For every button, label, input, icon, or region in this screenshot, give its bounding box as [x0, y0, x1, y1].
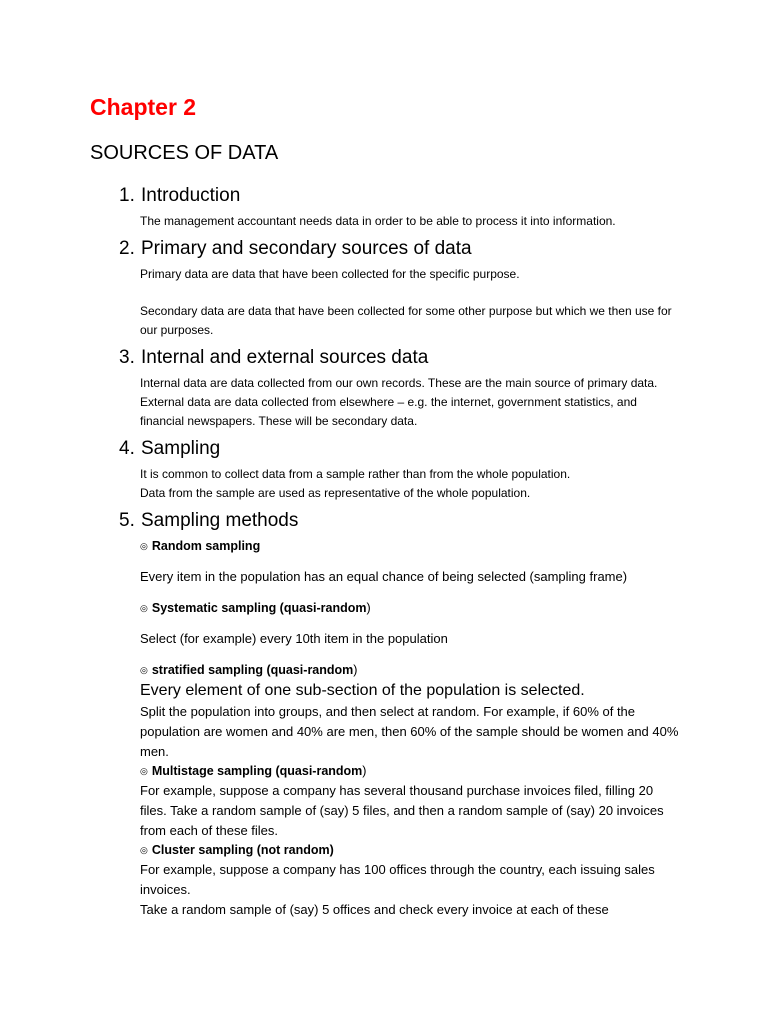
method-name-tail: ) [362, 764, 367, 778]
method-highlight: Every element of one sub-section of the population is selected. [140, 682, 585, 699]
section-body [140, 265, 679, 340]
method-heading [140, 537, 679, 556]
paragraph: The management accountant needs data in order to be able to process it into information. [140, 214, 616, 228]
section-title: Primary and secondary sources of data [141, 238, 472, 259]
section-heading [119, 346, 679, 370]
section-internal-external [119, 346, 679, 431]
section-title: Internal and external sources data [141, 347, 429, 368]
bullet-icon: ◎ [140, 541, 148, 551]
section-number: 3. [119, 347, 135, 368]
section-body [140, 374, 679, 431]
method-name-tail: ) [366, 601, 371, 615]
section-body [140, 212, 679, 231]
section-introduction [119, 184, 679, 231]
section-number: 2. [119, 238, 135, 259]
bullet-icon: ◎ [140, 665, 148, 675]
section-title: Introduction [141, 185, 241, 206]
paragraph: Data from the sample are used as representative of the whole population. [140, 486, 531, 500]
paragraph: Secondary data are data that have been collected for some other purpose but which we then use for our purposes. [140, 304, 672, 337]
method-heading [140, 762, 679, 781]
section-sampling-methods [119, 509, 679, 920]
method-description: Select (for example) every 10th item in the population [140, 631, 448, 646]
method-heading [140, 661, 679, 680]
method-name: Multistage sampling (quasi-random [151, 764, 363, 778]
method-name-tail: ) [353, 663, 358, 677]
document-content [119, 184, 679, 920]
section-title: Sampling [141, 438, 221, 459]
paragraph: Internal data are data collected from our own records. These are the main source of primary data. [140, 376, 658, 390]
section-heading [119, 237, 679, 261]
bullet-icon: ◎ [140, 845, 148, 855]
method-description: For example, suppose a company has several thousand purchase invoices filed, filling 20 files. Take a random sample of (say) 5 files, and then a random sample of (say) 20 invoices from each of these files. [140, 783, 664, 838]
method-description: Split the population into groups, and then select at random. For example, if 60% of the population are women and 40% are men, then 60% of the sample should be women and 40% men. [140, 704, 679, 759]
section-number: 5. [119, 510, 135, 531]
method-description: Every item in the population has an equal chance of being selected (sampling frame) [140, 569, 628, 584]
paragraph: Primary data are data that have been collected for the specific purpose. [140, 267, 520, 281]
method-name: Systematic sampling (quasi-random [151, 601, 367, 615]
document-title: SOURCES OF DATA [90, 142, 279, 164]
section-heading [119, 509, 679, 533]
method-heading [140, 841, 679, 860]
method-name: Random sampling [151, 539, 261, 553]
section-heading [119, 184, 679, 208]
bullet-icon: ◎ [140, 766, 148, 776]
method-description: For example, suppose a company has 100 offices through the country, each issuing sales invoices. [140, 862, 655, 897]
bullet-icon: ◎ [140, 603, 148, 613]
method-description: Take a random sample of (say) 5 offices and check every invoice at each of these [140, 902, 609, 917]
method-heading [140, 599, 679, 618]
method-name: stratified sampling (quasi-random [151, 663, 354, 677]
section-body [140, 465, 679, 503]
section-number: 1. [119, 185, 135, 206]
section-number: 4. [119, 438, 135, 459]
section-title: Sampling methods [141, 510, 299, 531]
section-heading [119, 437, 679, 461]
section-sampling [119, 437, 679, 503]
paragraph: It is common to collect data from a sample rather than from the whole population. [140, 467, 571, 481]
section-body [140, 537, 679, 920]
chapter-label: Chapter 2 [90, 94, 197, 120]
method-name: Cluster sampling (not random) [151, 843, 334, 857]
section-primary-secondary [119, 237, 679, 340]
paragraph: External data are data collected from elsewhere – e.g. the internet, government statistics, and financial newspapers. These will be secondary data. [140, 395, 637, 428]
